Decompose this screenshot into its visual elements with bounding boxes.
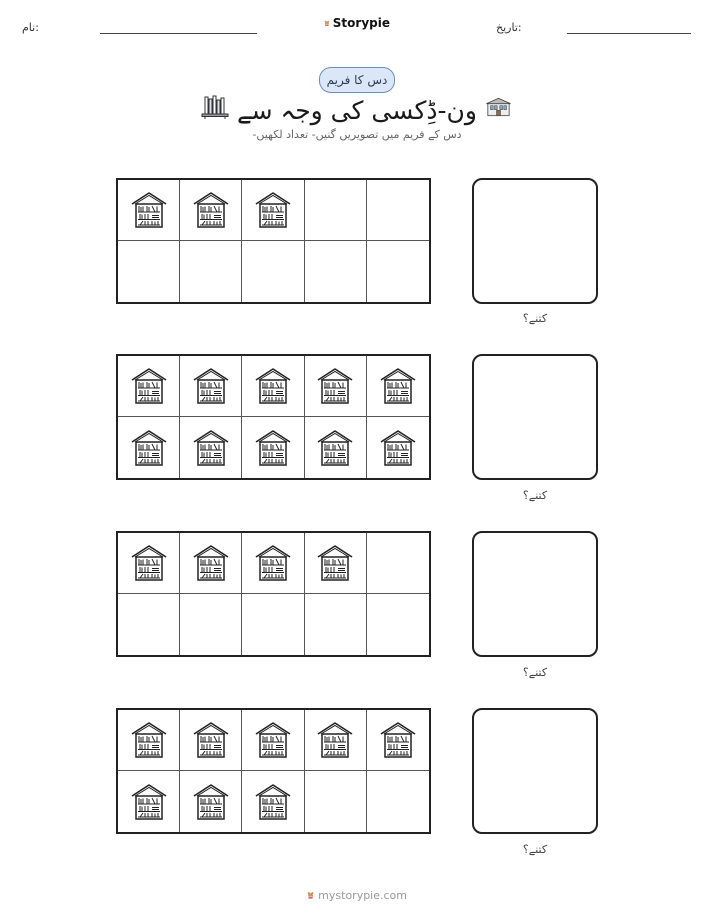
library-building-icon: [129, 428, 169, 468]
library-building-icon: [191, 428, 231, 468]
library-building-icon: [253, 782, 293, 822]
frame-cell: [180, 710, 242, 771]
frame-cell: [305, 594, 367, 655]
frame-cell: [118, 180, 180, 241]
brand-name: Storypie: [332, 16, 390, 30]
library-building-icon: [253, 190, 293, 230]
frame-cell: [180, 356, 242, 417]
library-building-icon: [315, 543, 355, 583]
frame-cell: [367, 180, 429, 241]
frame-cell: [242, 594, 304, 655]
ten-frame-4: [116, 708, 431, 834]
library-building-icon: [378, 720, 418, 760]
frame-cell: [305, 180, 367, 241]
frame-cell: [367, 594, 429, 655]
library-building-icon: [253, 543, 293, 583]
library-building-icon: [378, 366, 418, 406]
frame-cell: [118, 417, 180, 478]
name-label: نام:: [22, 21, 39, 34]
library-building-icon: [129, 190, 169, 230]
library-building-icon: [253, 720, 293, 760]
library-building-icon: [129, 543, 169, 583]
library-building-icon: [129, 782, 169, 822]
frame-cell: [305, 533, 367, 594]
frame-cell: [180, 241, 242, 302]
frame-cell: [118, 771, 180, 832]
how-many-label: کتنے؟: [522, 843, 548, 856]
footer-url[interactable]: mystorypie.com: [318, 888, 407, 902]
library-building-icon: [253, 366, 293, 406]
library-building-icon: [484, 97, 513, 117]
bear-mascot-icon: [324, 15, 330, 31]
frame-cell: [180, 533, 242, 594]
library-building-icon: [253, 428, 293, 468]
name-line[interactable]: [100, 33, 257, 34]
library-building-icon: [191, 366, 231, 406]
frame-cell: [305, 771, 367, 832]
frame-cell: [367, 710, 429, 771]
frame-cell: [118, 710, 180, 771]
library-building-icon: [129, 366, 169, 406]
frame-cell: [118, 241, 180, 302]
frame-cell: [242, 180, 304, 241]
bookshelf-icon: [200, 94, 230, 120]
how-many-label: کتنے؟: [522, 312, 548, 325]
how-many-label: کتنے؟: [522, 666, 548, 679]
answer-box-2[interactable]: [472, 354, 598, 480]
date-label: تاریخ:: [496, 21, 522, 34]
frame-cell: [118, 356, 180, 417]
library-building-icon: [315, 428, 355, 468]
library-building-icon: [315, 366, 355, 406]
frame-cell: [242, 771, 304, 832]
frame-cell: [180, 771, 242, 832]
frame-cell: [367, 356, 429, 417]
library-building-icon: [191, 190, 231, 230]
answer-box-1[interactable]: [472, 178, 598, 304]
frame-cell: [242, 533, 304, 594]
frame-cell: [367, 241, 429, 302]
frame-cell: [242, 241, 304, 302]
frame-cell: [180, 594, 242, 655]
ten-frame-3: [116, 531, 431, 657]
frame-cell: [242, 710, 304, 771]
brand-logo: [324, 12, 390, 34]
frame-cell: [180, 180, 242, 241]
library-building-icon: [191, 782, 231, 822]
footer: [307, 884, 407, 906]
frame-cell: [242, 417, 304, 478]
frame-cell: [305, 710, 367, 771]
frame-cell: [305, 356, 367, 417]
frame-cell: [118, 533, 180, 594]
library-building-icon: [378, 428, 418, 468]
worksheet-type-badge: دس کا فریم: [319, 67, 395, 93]
page-title: ون-ڈِکسی کی وجہ سے: [237, 95, 477, 125]
instructions: دس کے فریم میں تصویریں گنیں- تعداد لکھیں-: [252, 128, 462, 141]
answer-box-3[interactable]: [472, 531, 598, 657]
frame-cell: [305, 417, 367, 478]
ten-frame-2: [116, 354, 431, 480]
frame-cell: [367, 533, 429, 594]
library-building-icon: [315, 720, 355, 760]
library-building-icon: [129, 720, 169, 760]
frame-cell: [242, 356, 304, 417]
frame-cell: [180, 417, 242, 478]
frame-cell: [118, 594, 180, 655]
frame-cell: [305, 241, 367, 302]
frame-cell: [367, 417, 429, 478]
library-building-icon: [191, 543, 231, 583]
library-building-icon: [191, 720, 231, 760]
bear-mascot-icon: [307, 886, 314, 904]
frame-cell: [367, 771, 429, 832]
answer-box-4[interactable]: [472, 708, 598, 834]
ten-frame-1: [116, 178, 431, 304]
date-line[interactable]: [567, 33, 691, 34]
how-many-label: کتنے؟: [522, 489, 548, 502]
